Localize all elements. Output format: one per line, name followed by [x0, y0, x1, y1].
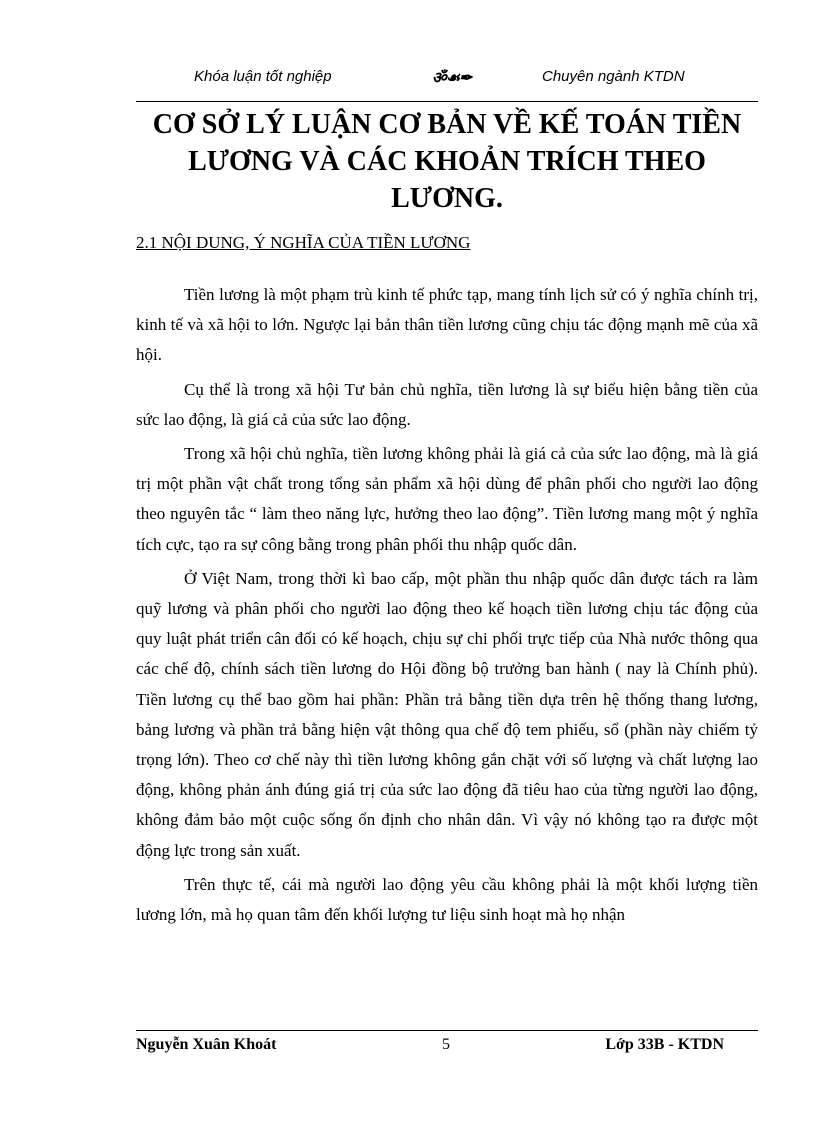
page-footer: [136, 1036, 758, 1060]
body-text: [136, 280, 758, 934]
header-divider: [136, 101, 758, 102]
page-header: [136, 66, 758, 92]
section-heading: 2.1 NỘI DUNG, Ý NGHĨA CỦA TIỀN LƯƠNG: [136, 233, 471, 252]
paragraph: Ở Việt Nam, trong thời kì bao cấp, một phần thu nhập quốc dân được tách ra làm quỹ lương và phân phối cho người lao động theo kế hoạch tiền lương chịu tác động của quy luật phát triển cân đối có kế hoạch, chịu sự chi phối trực tiếp của Nhà nước thông qua các chế độ, chính sách tiền lương do Hội đồng bộ trưởng ban hành ( nay là Chính phủ). Tiền lương cụ thể bao gồm hai phần: Phần trả bằng tiền dựa trên hệ thống thang lương, bảng lương và phần trả bằng hiện vật thông qua chế độ tem phiếu, sổ (phần này chiếm tỷ trọng lớn). Theo cơ chế này thì tiền lương không gắn chặt với số lượng và chất lượng lao động, không phản ánh đúng giá trị của sức lao động đã tiêu hao của từng người lao động, không đảm bảo một cuộc sống ổn định cho nhân dân. Vì vậy nó không tạo ra được một động lực trong sản xuất.: [136, 568, 758, 860]
header-ornament: ॐ☙✒: [432, 68, 472, 87]
paragraph: Trong xã hội chủ nghĩa, tiền lương không phải là giá cả của sức lao động, mà là giá trị một phần vật chất trong tổng sản phẩm xã hội dùng để phân phối cho người lao động theo nguyên tắc “ làm theo năng lực, hưởng theo lao động”. Tiền lương mang một ý nghĩa tích cực, tạo ra sự công bằng trong phân phối thu nhập quốc dân.: [136, 444, 758, 554]
paragraph: Cụ thể là trong xã hội Tư bản chủ nghĩa, tiền lương là sự biểu hiện bằng tiền của sức lao động, là giá cả của sức lao động.: [136, 379, 758, 429]
paragraph: Tiền lương là một phạm trù kinh tế phức tạp, mang tính lịch sử có ý nghĩa chính trị, kinh tế và xã hội to lớn. Ngược lại bản thân tiền lương cũng chịu tác động mạnh mẽ của xã hội.: [136, 285, 758, 365]
chapter-title: CƠ SỞ LÝ LUẬN CƠ BẢN VỀ KẾ TOÁN TIỀN LƯƠNG VÀ CÁC KHOẢN TRÍCH THEO LƯƠNG.: [152, 109, 742, 214]
header-thesis-label: Khóa luận tốt nghiệp: [194, 68, 332, 85]
footer-class-label: Lớp 33B - KTDN: [605, 1036, 724, 1053]
footer-divider: [136, 1030, 758, 1031]
header-major-label: Chuyên ngành KTDN: [542, 68, 685, 85]
paragraph: Trên thực tế, cái mà người lao động yêu cầu không phải là một khối lượng tiền lương lớn, mà họ quan tâm đến khối lượng tư liệu sinh hoạt mà họ nhận: [136, 874, 758, 925]
page-number: 5: [442, 1036, 450, 1053]
footer-author: Nguyễn Xuân Khoát: [136, 1036, 277, 1053]
